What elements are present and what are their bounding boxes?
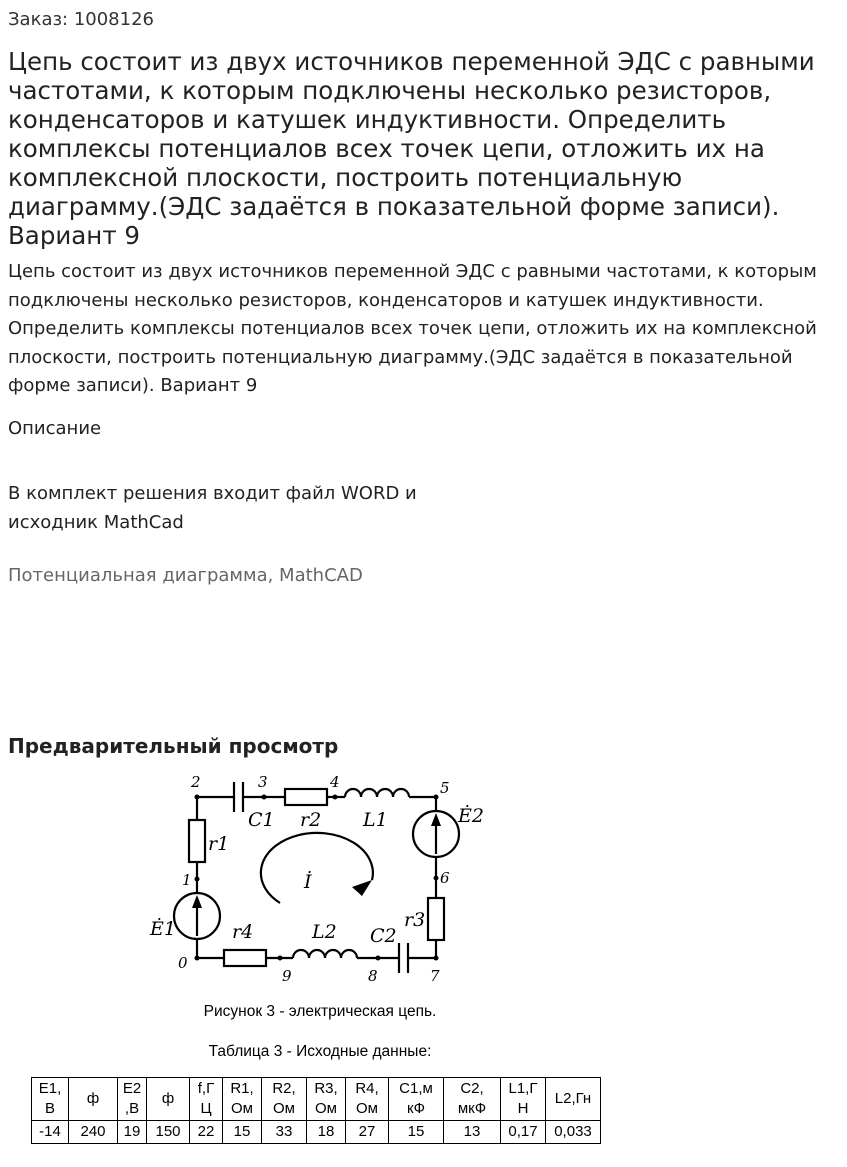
node-label: 2 [191, 773, 201, 791]
header-cell: ф [69, 1078, 118, 1121]
header-cell: R4, Ом [346, 1078, 389, 1121]
component-label-c2: C2 [370, 925, 397, 947]
table-cell: 15 [389, 1121, 444, 1144]
component-label-e2: Ė2 [458, 805, 484, 827]
component-label-r1: r1 [208, 833, 230, 855]
current-label: İ [304, 871, 312, 893]
table-cell: -14 [32, 1121, 69, 1144]
header-cell: ф [147, 1078, 190, 1121]
node-label: 6 [440, 869, 450, 887]
header-cell: E1, В [32, 1078, 69, 1121]
component-label-r4: r4 [232, 921, 254, 943]
table-cell: 18 [307, 1121, 346, 1144]
table-cell: 22 [190, 1121, 223, 1144]
table-cell: 240 [69, 1121, 118, 1144]
inductor-l2 [293, 950, 357, 958]
header-cell: L1,Г Н [501, 1078, 546, 1121]
figure-caption: Рисунок 3 - электрическая цепь. [203, 1003, 437, 1020]
table-cell: 19 [118, 1121, 147, 1144]
node-label: 1 [182, 871, 192, 889]
solution-kit-text: В комплект решения входит файл WORD и исходник MathCad [8, 483, 417, 533]
table-header-row [32, 1078, 601, 1121]
node-label: 9 [282, 967, 292, 985]
resistor-r1 [189, 820, 205, 862]
tags[interactable]: Потенциальная диаграмма, MathCAD [8, 565, 363, 586]
header-cell: f,Г Ц [190, 1078, 223, 1121]
description-section-label: Описание [8, 418, 102, 439]
component-label-r3: r3 [404, 909, 426, 931]
table-cell: 15 [223, 1121, 262, 1144]
preview-heading: Предварительный просмотр [8, 734, 339, 758]
header-cell: R1, Ом [223, 1078, 262, 1121]
page-title: Цепь состоит из двух источников переменной ЭДС с равными частотами, к которым подключены несколько резисторов, конденсаторов и катушек индуктивности. Определить комплексы потенциалов всех точек цепи, отложить их на комплексной плоскости, построить потенциальную диаграмму.(ЭДС задаётся в показательной форме записи). Вариант 9 [8, 47, 815, 250]
component-label-e1: Ė1 [150, 918, 176, 940]
table-cell: 27 [346, 1121, 389, 1144]
header-cell: C1,м кФ [389, 1078, 444, 1121]
resistor-r4 [224, 950, 266, 966]
order-number: Заказ: 1008126 [8, 9, 154, 30]
component-label-c1: C1 [248, 809, 275, 831]
header-cell: R2, Ом [262, 1078, 307, 1121]
component-label-l1: L1 [363, 809, 388, 831]
node-label: 8 [368, 967, 378, 985]
node-label: 4 [330, 773, 340, 791]
resistor-r2 [285, 789, 327, 805]
node-label: 3 [258, 773, 268, 791]
table-caption: Таблица 3 - Исходные данные: [208, 1043, 432, 1060]
table-cell: 0,033 [546, 1121, 601, 1144]
task-description: Цепь состоит из двух источников переменной ЭДС с равными частотами, к которым подключены несколько резисторов, конденсаторов и катушек индуктивности. Определить комплексы потенциалов всех точек цепи, отложить их на комплексной плоскости, построить потенциальную диаграмму.(ЭДС задаётся в показательной форме записи). Вариант 9 [8, 261, 817, 396]
node-label: 7 [430, 967, 440, 985]
table-row [32, 1121, 601, 1144]
node-label: 5 [440, 779, 450, 797]
inductor-l1 [345, 789, 409, 797]
table-cell: 33 [262, 1121, 307, 1144]
current-loop-arrow [261, 833, 373, 903]
header-cell: L2,Гн [546, 1078, 601, 1121]
resistor-r3 [428, 898, 444, 940]
table-cell: 13 [444, 1121, 501, 1144]
header-cell: E2 ,В [118, 1078, 147, 1121]
node-label: 0 [178, 954, 188, 972]
component-label-l2: L2 [312, 921, 337, 943]
header-cell: R3, Ом [307, 1078, 346, 1121]
source-data-table [31, 1077, 601, 1144]
header-cell: C2, мкФ [444, 1078, 501, 1121]
table-cell: 0,17 [501, 1121, 546, 1144]
component-label-r2: r2 [300, 809, 322, 831]
table-cell: 150 [147, 1121, 190, 1144]
